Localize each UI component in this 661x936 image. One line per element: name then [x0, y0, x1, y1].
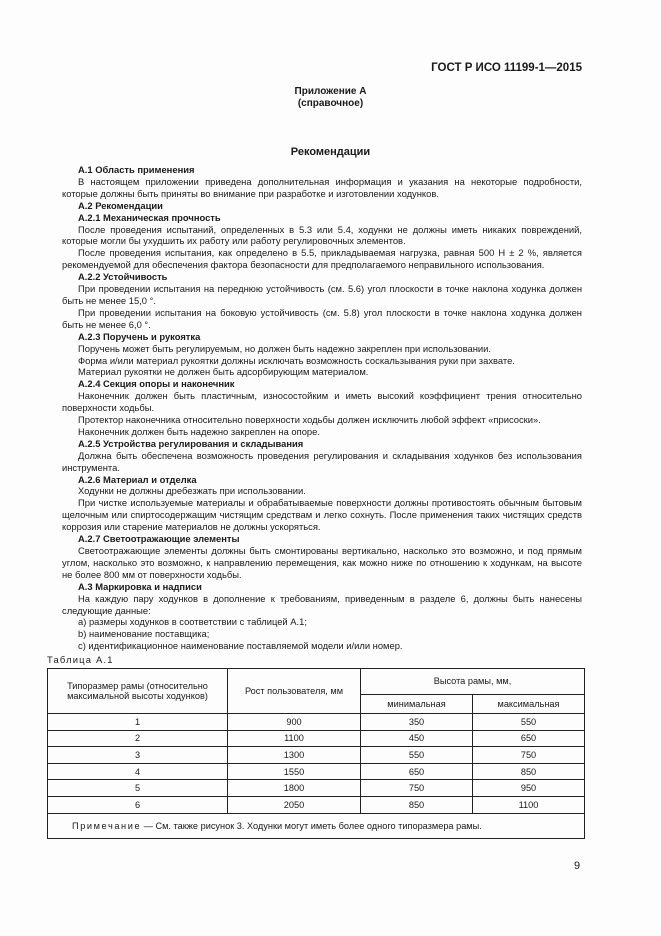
- paragraph: Наконечник должен быть пластичным, износостойким и иметь высокий коэффициент трения относительно поверхности ходьбы.: [62, 390, 582, 414]
- paragraph: Поручень может быть регулируемым, но должен быть надежно закреплен при использовании.: [78, 342, 491, 354]
- header-minimum: минимальная: [361, 694, 473, 713]
- table-row: [48, 747, 585, 764]
- paragraph: При проведении испытания на переднюю устойчивость (см. 5.6) угол плоскости в точке наклона ходунка должен быть не менее 15,0 °.: [62, 283, 582, 306]
- paragraph: После проведения испытаний, определенных в 5.3 или 5.4, ходунки не должны иметь никаких повреждений, которые могли бы ухудшить их работу или работу регулировочных элементов.: [62, 223, 582, 247]
- paragraph: Светоотражающие элементы должны быть смонтированы вертикально, насколько это возможно, и под прямым углом, насколько это возможно, к направлению перемещения, как можно ниже по отношению к ходункам, на высоте не более 800 мм от поверхности ходьбы.: [62, 545, 582, 580]
- section-heading: А.2.1 Механическая прочность: [78, 211, 221, 223]
- section-heading: А.2.6 Материал и отделка: [78, 473, 197, 485]
- table-header-row: [48, 669, 585, 695]
- document-code: ГОСТ Р ИСО 11199-1—2015: [431, 62, 582, 74]
- section-heading: А.2.5 Устройства регулирования и складывания: [78, 437, 304, 449]
- paragraph: После проведения испытания, как определено в 5.5, прикладываемая нагрузка, равная 500 Н ± 2 %, является рекомендуемой для обеспечения фактора безопасности для предполагаемого неправильного использования.: [62, 247, 582, 271]
- header-frame-height: Высота рамы, мм,: [361, 669, 585, 695]
- walker-size-table: [47, 668, 585, 839]
- section-heading: А.3 Маркировка и надписи: [78, 580, 202, 592]
- table-cell: 950: [473, 780, 585, 797]
- section-heading: А.2.4 Секция опоры и наконечник: [78, 378, 235, 390]
- paragraph: Материал рукоятки не должен быть адсорбирующим материалом.: [78, 366, 369, 378]
- section-heading: А.1 Область применения: [78, 164, 195, 175]
- section-title: Рекомендации: [290, 146, 371, 158]
- table-cell: 550: [361, 747, 473, 764]
- table-caption: Таблица А.1: [47, 654, 114, 665]
- table-cell: 450: [361, 730, 473, 747]
- document-body: [62, 164, 582, 652]
- section-heading: А.2.2 Устойчивость: [78, 271, 168, 283]
- table-cell: 550: [473, 714, 585, 731]
- paragraph: При проведении испытания на боковую устойчивость (см. 5.8) угол плоскости в точке наклона ходунка должен быть не менее 6,0 °.: [62, 306, 582, 330]
- table-row: [48, 714, 585, 731]
- paragraph: Должна быть обеспечена возможность проведения регулирования и складывания ходунков без использования инструмента.: [62, 449, 582, 473]
- table-cell: 900: [228, 714, 361, 731]
- header-maximum: максимальная: [473, 694, 585, 713]
- paragraph: Протектор наконечника относительно поверхности ходьбы должен исключить любой эффект «присоски».: [78, 414, 541, 426]
- header-frame-size: Типоразмер рамы (относительно максимальной высоты ходунков): [48, 669, 228, 714]
- list-item: b) наименование поставщика;: [78, 628, 210, 640]
- list-item: a) размеры ходунков в соответствии с таблицей А.1;: [78, 616, 307, 628]
- paragraph: На каждую пару ходунков в дополнение к требованиям, приведенным в разделе 6, должны быть нанесены следующие данные:: [62, 592, 582, 616]
- table-cell: 850: [361, 796, 473, 813]
- table-cell: 650: [361, 763, 473, 780]
- list-item: c) идентификационное наименование поставляемой модели и/или номер.: [78, 640, 403, 652]
- table-cell: 2: [48, 730, 228, 747]
- header-user-height: Рост пользователя, мм: [228, 669, 361, 714]
- note-label: Примечание: [72, 820, 142, 831]
- paragraph: Наконечник должен быть надежно закреплен на опоре.: [78, 425, 320, 437]
- table-note: [48, 813, 585, 838]
- table-cell: 350: [361, 714, 473, 731]
- table-cell: 750: [473, 747, 585, 764]
- page-number: 9: [574, 860, 581, 872]
- table-cell: 1550: [228, 763, 361, 780]
- paragraph: Форма и/или материал рукоятки должны исключать возможность соскальзывания руки при захвате.: [78, 354, 515, 366]
- annex-title: Приложение А: [294, 86, 367, 97]
- table-cell: 1100: [228, 730, 361, 747]
- section-heading: А.2 Рекомендации: [78, 199, 163, 211]
- table-cell: 650: [473, 730, 585, 747]
- table-note-row: [48, 813, 585, 838]
- table-cell: 5: [48, 780, 228, 797]
- table-row: [48, 780, 585, 797]
- table-row: [48, 763, 585, 780]
- annex-subtitle: (справочное): [297, 98, 364, 109]
- table-cell: 2050: [228, 796, 361, 813]
- section-heading: А.2.3 Поручень и рукоятка: [78, 330, 201, 342]
- table-cell: 1: [48, 714, 228, 731]
- table-cell: 3: [48, 747, 228, 764]
- table-cell: 1300: [228, 747, 361, 764]
- paragraph: Ходунки не должны дребезжать при использовании.: [78, 485, 306, 497]
- table-row: [48, 730, 585, 747]
- section-heading: А.2.7 Светоотражающие элементы: [78, 533, 240, 545]
- table-cell: 850: [473, 763, 585, 780]
- table-cell: 1100: [473, 796, 585, 813]
- table-cell: 1800: [228, 780, 361, 797]
- paragraph: При чистке используемые материалы и обрабатываемые поверхности должны противостоять обычным бытовым щелочным или спиртосодержащим чистящим средствам и легко сохнуть. После применения таких чистящих средств коррозия или старение материалов не должны ускоряться.: [62, 497, 582, 533]
- paragraph: В настоящем приложении приведена дополнительная информация и указания на некоторые подробности, которые должны быть приняты во внимание при разработке и изготовлении ходунков.: [62, 175, 582, 199]
- table-cell: 750: [361, 780, 473, 797]
- table-cell: 6: [48, 796, 228, 813]
- note-text: — См. также рисунок 3. Ходунки могут иметь более одного типоразмера рамы.: [141, 820, 482, 831]
- table-row: [48, 796, 585, 813]
- table-cell: 4: [48, 763, 228, 780]
